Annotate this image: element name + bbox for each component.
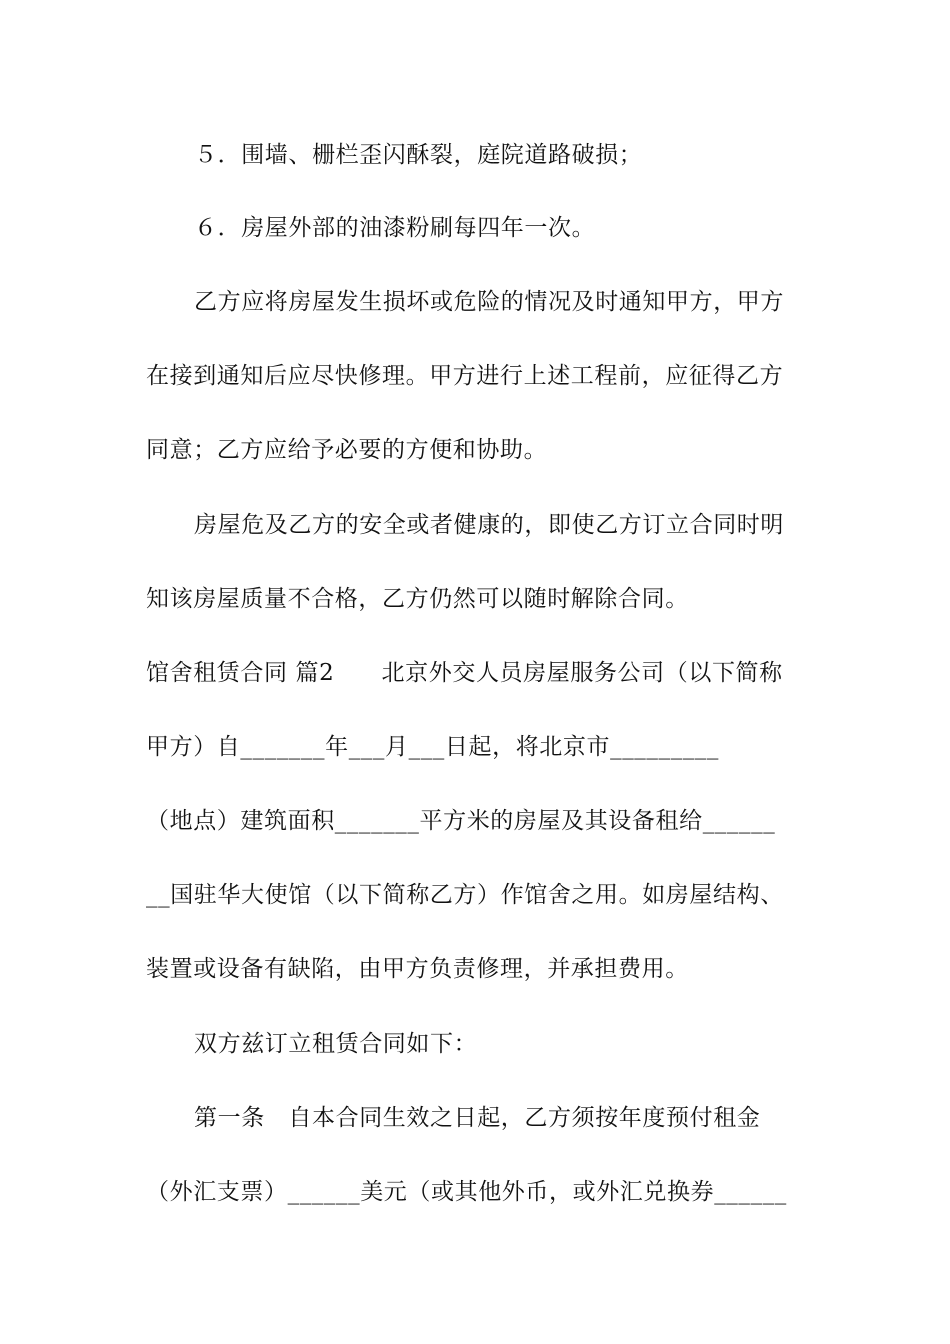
list-item-5: ５．围墙、栅栏歪闪酥裂，庭院道路破损； (194, 142, 643, 168)
paragraph-line: 甲方）自_______年___月___日起，将北京市_________ (146, 734, 719, 760)
paragraph-line: 在接到通知后应尽快修理。甲方进行上述工程前，应征得乙方 (146, 363, 784, 389)
paragraph-line: 乙方应将房屋发生损坏或危险的情况及时通知甲方，甲方 (194, 289, 784, 315)
article-line: 第一条 自本合同生效之日起，乙方须按年度预付租金 (194, 1105, 761, 1131)
list-item-6: ６．房屋外部的油漆粉刷每四年一次。 (194, 215, 596, 241)
paragraph-line: （地点）建筑面积_______平方米的房屋及其设备租给______ (146, 808, 776, 834)
paragraph-line: __国驻华大使馆（以下简称乙方）作馆舍之用。如房屋结构、 (146, 882, 784, 908)
paragraph-line: 同意；乙方应给予必要的方便和协助。 (146, 437, 548, 463)
paragraph-line: 知该房屋质量不合格，乙方仍然可以随时解除合同。 (146, 586, 689, 612)
paragraph-line: 双方兹订立租赁合同如下： (194, 1031, 478, 1057)
paragraph-line: 房屋危及乙方的安全或者健康的，即使乙方订立合同时明 (194, 512, 784, 538)
paragraph-line: 装置或设备有缺陷，由甲方负责修理，并承担费用。 (146, 956, 689, 982)
paragraph-line: （外汇支票）______美元（或其他外币，或外汇兑换券______ (146, 1179, 787, 1205)
section-heading-line: 馆舍租赁合同 篇2 北京外交人员房屋服务公司（以下简称 (146, 660, 783, 686)
